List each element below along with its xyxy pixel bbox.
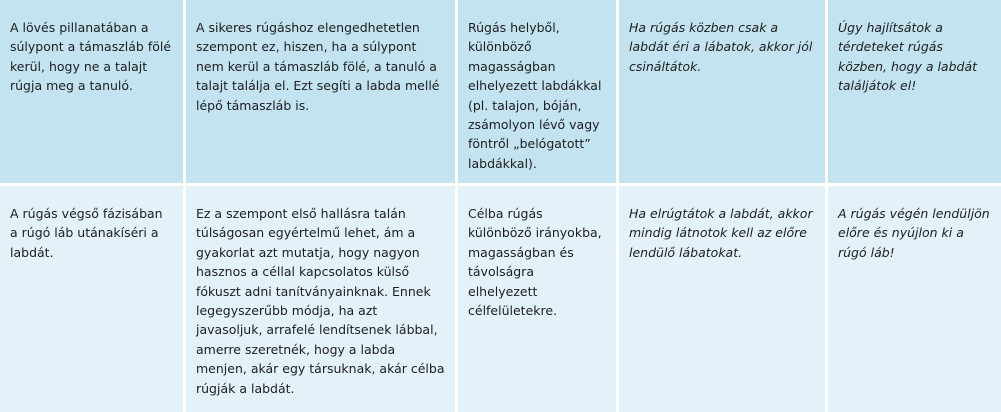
table-cell-r1-c5 xyxy=(828,0,1001,183)
table-cell-r1-c1 xyxy=(0,0,186,183)
cell-text: Úgy hajlítsátok a térdeteket rúgás közben, hogy a labdát találjátok el! xyxy=(838,20,978,94)
cell-text: A rúgás végén lendüljön előre és nyújlon ki a rúgó láb! xyxy=(838,206,990,260)
cell-text: A lövés pillanatában a súlypont a támaszláb fölé kerül, hogy ne a talajt rúgja meg a tanuló. xyxy=(10,20,172,94)
table-cell-r2-c1 xyxy=(0,183,186,412)
table-cell-r2-c5 xyxy=(828,183,1001,412)
cell-text: Ha rúgás közben csak a labdát éri a lábatok, akkor jól csináltátok. xyxy=(629,20,813,74)
table-cell-r2-c3 xyxy=(458,183,619,412)
table-cell-r1-c4 xyxy=(619,0,828,183)
cell-text: Ha elrúgtátok a labdát, akkor mindig látnotok kell az előre lendülő lábatokat. xyxy=(629,206,813,260)
cell-text: A sikeres rúgáshoz elengedhetetlen szempont ez, hiszen, ha a súlypont nem kerül a támaszláb fölé, a tanuló a talajt találja el. Ezt segíti a labda mellé lépő támaszláb is. xyxy=(196,20,440,113)
table-cell-r2-c4 xyxy=(619,183,828,412)
table-cell-r1-c2 xyxy=(186,0,458,183)
cell-text: Ez a szempont első hallásra talán túlságosan egyértelmű lehet, ám a gyakorlat azt mutatja, hogy nagyon hasznos a céllal kapcsolatos külső fókuszt adni tanítványainknak. Ennek legegyszerűbb módja, ha azt javasoljuk, arrafelé lendítsenek lábbal, amerre szeretnék, hogy a labda menjen, akár egy társuknak, akár célba rúgják a labdát. xyxy=(196,206,445,396)
table-cell-r1-c3 xyxy=(458,0,619,183)
cell-text: A rúgás végső fázisában a rúgó láb utánakíséri a labdát. xyxy=(10,206,163,260)
table-cell-r2-c2 xyxy=(186,183,458,412)
cell-text: Rúgás helyből, különböző magasságban elhelyezett labdákkal (pl. talajon, bóján, zsámolyon lévő vagy föntről „belógatott” labdákkal). xyxy=(468,20,602,171)
cell-text: Célba rúgás különböző irányokba, magasságban és távolságra elhelyezett célfelületekre. xyxy=(468,206,602,319)
